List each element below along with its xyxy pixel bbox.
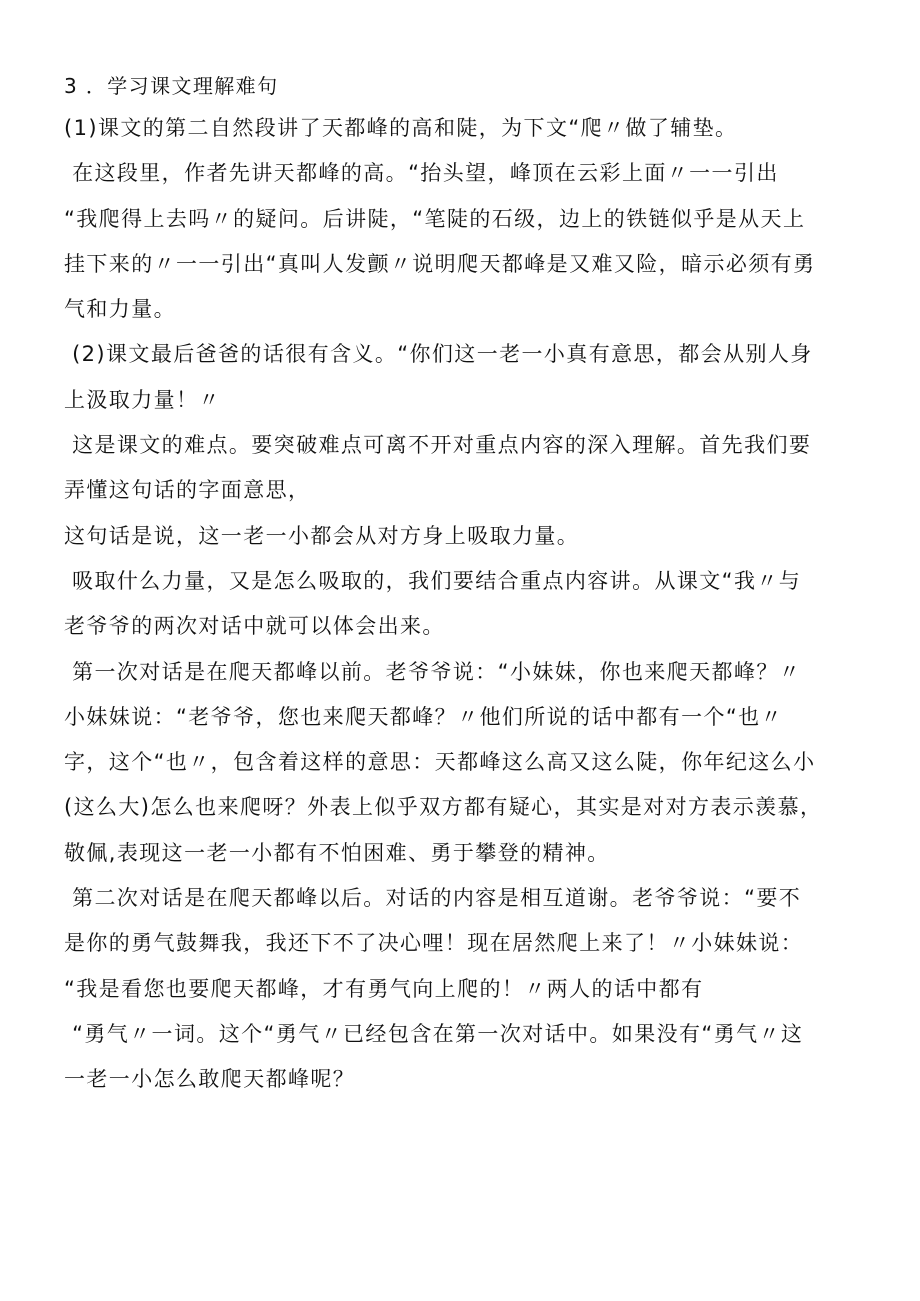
section-heading: 3 ．学习课文理解难句	[64, 74, 279, 98]
text-line: 吸取什么力量，又是怎么吸取的，我们要结合重点内容讲。从课文“我〃与	[64, 568, 802, 593]
text-line: 弄懂这句话的字面意思，	[64, 478, 311, 503]
text-line: “我爬得上去吗〃的疑问。后讲陡，“笔陡的石级，边上的铁链似乎是从天上	[64, 206, 806, 231]
text-line: 一老一小怎么敢爬天都峰呢？	[64, 1067, 356, 1092]
text-line: 是你的勇气鼓舞我，我还下不了决心哩！现在居然爬上来了！〃小妹妹说：	[64, 931, 804, 956]
text-line: (2)课文最后爸爸的话很有含义。“你们这一老一小真有意思，都会从别人身	[64, 342, 813, 367]
text-line: “勇气〃一词。这个“勇气〃已经包含在第一次对话中。如果没有“勇气〃这	[64, 1021, 804, 1046]
text-line: 这句话是说，这一老一小都会从对方身上吸取力量。	[64, 523, 580, 548]
text-line: 小妹妹说：“老爷爷，您也来爬天都峰？〃他们所说的话中都有一个“也〃	[64, 704, 783, 729]
text-line: 在这段里，作者先讲天都峰的高。“抬头望，峰顶在云彩上面〃一一引出	[64, 161, 779, 186]
document-body	[64, 66, 864, 1103]
text-line: 这是课文的难点。要突破难点可离不开对重点内容的深入理解。首先我们要	[64, 433, 812, 458]
text-line: “我是看您也要爬天都峰，才有勇气向上爬的！〃两人的话中都有	[64, 976, 704, 1001]
text-line: 第二次对话是在爬天都峰以后。对话的内容是相互道谢。老爷爷说：“要不	[64, 886, 802, 911]
text-line: 敬佩,表现这一老一小都有不怕困难、勇于攀登的精神。	[64, 840, 610, 865]
text-line: (这么大)怎么也来爬呀？外表上似乎双方都有疑心，其实是对对方表示羡慕，	[64, 795, 823, 820]
text-line: 上汲取力量！〃	[64, 387, 221, 412]
text-line: 气和力量。	[64, 297, 176, 322]
text-line: 字，这个“也〃，包含着这样的意思：天都峰这么高又这么陡，你年纪这么小	[64, 750, 816, 775]
text-line: 第一次对话是在爬天都峰以前。老爷爷说：“小妹妹，你也来爬天都峰？〃	[64, 659, 802, 684]
text-line: (1)课文的第二自然段讲了天都峰的高和陡，为下文“爬〃做了辅垫。	[64, 116, 738, 140]
text-line: 挂下来的〃一一引出“真叫人发颤〃说明爬天都峰是又难又险，暗示必须有勇	[64, 251, 816, 276]
text-line: 老爷爷的两次对话中就可以体会出来。	[64, 614, 445, 639]
